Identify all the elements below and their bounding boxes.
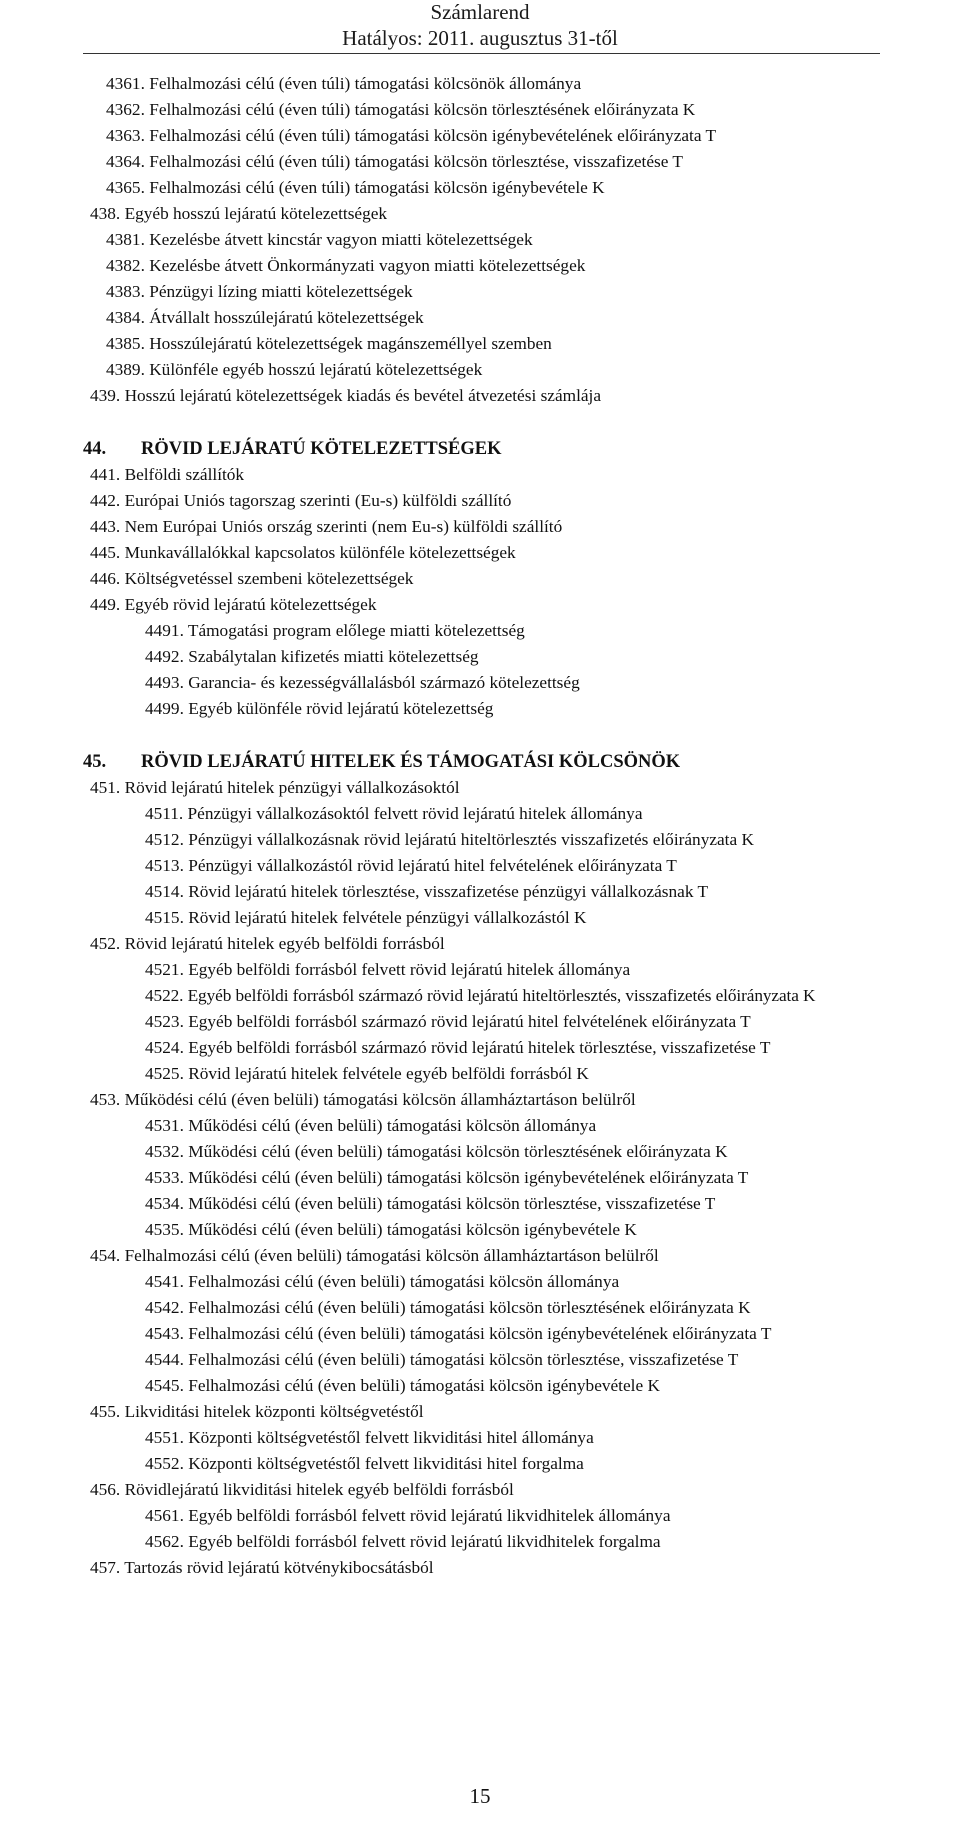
list-item: 4364. Felhalmozási célú (éven túli) támogatási kölcsön törlesztése, visszafizetése T — [106, 152, 683, 171]
list-item: 449. Egyéb rövid lejáratú kötelezettségek — [90, 595, 377, 614]
list-item: 4492. Szabálytalan kifizetés miatti kötelezettség — [145, 647, 479, 666]
list-item: 457. Tartozás rövid lejáratú kötvénykibocsátásból — [90, 1558, 434, 1577]
list-item: 4533. Működési célú (éven belüli) támogatási kölcsön igénybevételének előirányzata T — [145, 1168, 749, 1187]
list-item: 4562. Egyéb belföldi forrásból felvett rövid lejáratú likvidhitelek forgalma — [145, 1532, 661, 1551]
list-item: 4514. Rövid lejáratú hitelek törlesztése, visszafizetése pénzügyi vállalkozásnak T — [145, 882, 709, 901]
list-item: 4525. Rövid lejáratú hitelek felvétele egyéb belföldi forrásból K — [145, 1064, 589, 1083]
document-title: Számlarend — [430, 0, 530, 24]
list-item: 4383. Pénzügyi lízing miatti kötelezettségek — [106, 282, 413, 301]
section-number: 44. — [83, 439, 107, 459]
list-item: 456. Rövidlejáratú likviditási hitelek egyéb belföldi forrásból — [90, 1480, 514, 1499]
list-item: 4382. Kezelésbe átvett Önkormányzati vagyon miatti kötelezettségek — [106, 256, 586, 275]
list-item: 4543. Felhalmozási célú (éven belüli) támogatási kölcsön igénybevételének előirányzata T — [145, 1324, 772, 1343]
list-item: 4363. Felhalmozási célú (éven túli) támogatási kölcsön igénybevételének előirányzata T — [106, 126, 717, 145]
list-item: 445. Munkavállalókkal kapcsolatos különféle kötelezettségek — [90, 543, 516, 562]
list-item: 4522. Egyéb belföldi forrásból származó rövid lejáratú hiteltörlesztés, visszafizetés előirányzata K — [145, 986, 816, 1005]
list-item: 4513. Pénzügyi vállalkozástól rövid lejáratú hitel felvételének előirányzata T — [145, 856, 677, 875]
list-item: 4542. Felhalmozási célú (éven belüli) támogatási kölcsön törlesztésének előirányzata K — [145, 1298, 751, 1317]
effective-date: Hatályos: 2011. augusztus 31-től — [342, 26, 618, 50]
list-item: 446. Költségvetéssel szembeni kötelezettségek — [90, 569, 414, 588]
list-item: 4531. Működési célú (éven belüli) támogatási kölcsön állománya — [145, 1116, 597, 1135]
list-item: 438. Egyéb hosszú lejáratú kötelezettségek — [90, 204, 388, 223]
list-item: 4551. Központi költségvetéstől felvett likviditási hitel állománya — [145, 1428, 594, 1447]
page-number: 15 — [469, 1784, 491, 1808]
list-item: 454. Felhalmozási célú (éven belüli) támogatási kölcsön államháztartáson belülről — [90, 1246, 659, 1265]
list-item: 4381. Kezelésbe átvett kincstár vagyon miatti kötelezettségek — [106, 230, 533, 249]
list-item: 4534. Működési célú (éven belüli) támogatási kölcsön törlesztése, visszafizetése T — [145, 1194, 716, 1213]
list-item: 4362. Felhalmozási célú (éven túli) támogatási kölcsön törlesztésének előirányzata K — [106, 100, 696, 119]
list-item: 4511. Pénzügyi vállalkozásoktól felvett rövid lejáratú hitelek állománya — [145, 804, 643, 823]
list-item: 442. Európai Uniós tagorszag szerinti (Eu-s) külföldi szállító — [90, 491, 512, 510]
list-item: 4512. Pénzügyi vállalkozásnak rövid lejáratú hiteltörlesztés visszafizetés előirányzata K — [145, 830, 754, 849]
section-heading: RÖVID LEJÁRATÚ KÖTELEZETTSÉGEK — [141, 439, 502, 459]
list-item: 4544. Felhalmozási célú (éven belüli) támogatási kölcsön törlesztése, visszafizetése T — [145, 1350, 739, 1369]
list-item: 4384. Átvállalt hosszúlejáratú kötelezettségek — [106, 308, 424, 327]
list-item: 452. Rövid lejáratú hitelek egyéb belföldi forrásból — [90, 934, 445, 953]
section-number: 45. — [83, 752, 107, 772]
list-item: 441. Belföldi szállítók — [90, 465, 245, 484]
list-item: 4545. Felhalmozási célú (éven belüli) támogatási kölcsön igénybevétele K — [145, 1376, 660, 1395]
list-item: 4499. Egyéb különféle rövid lejáratú kötelezettség — [145, 699, 494, 718]
list-item: 4521. Egyéb belföldi forrásból felvett rövid lejáratú hitelek állománya — [145, 960, 631, 979]
list-item: 4524. Egyéb belföldi forrásból származó rövid lejáratú hitelek törlesztése, visszafizetése T — [145, 1038, 771, 1057]
section-title — [83, 751, 680, 773]
list-item: 4535. Működési célú (éven belüli) támogatási kölcsön igénybevétele K — [145, 1220, 637, 1239]
list-item: 4541. Felhalmozási célú (éven belüli) támogatási kölcsön állománya — [145, 1272, 620, 1291]
list-item: 4385. Hosszúlejáratú kötelezettségek magánszeméllyel szemben — [106, 334, 552, 353]
list-item: 455. Likviditási hitelek központi költségvetéstől — [90, 1402, 424, 1421]
section-title — [83, 438, 502, 460]
list-item: 453. Működési célú (éven belüli) támogatási kölcsön államháztartáson belülről — [90, 1090, 636, 1109]
section-heading: RÖVID LEJÁRATÚ HITELEK ÉS TÁMOGATÁSI KÖLCSÖNÖK — [141, 752, 681, 772]
list-item: 4491. Támogatási program előlege miatti kötelezettség — [145, 621, 525, 640]
list-item: 4493. Garancia- és kezességvállalásból származó kötelezettség — [145, 673, 580, 692]
list-item: 4561. Egyéb belföldi forrásból felvett rövid lejáratú likvidhitelek állománya — [145, 1506, 671, 1525]
list-item: 4361. Felhalmozási célú (éven túli) támogatási kölcsönök állománya — [106, 74, 582, 93]
list-item: 451. Rövid lejáratú hitelek pénzügyi vállalkozásoktól — [90, 778, 460, 797]
list-item: 4515. Rövid lejáratú hitelek felvétele pénzügyi vállalkozástól K — [145, 908, 587, 927]
list-item: 4389. Különféle egyéb hosszú lejáratú kötelezettségek — [106, 360, 483, 379]
list-item: 4532. Működési célú (éven belüli) támogatási kölcsön törlesztésének előirányzata K — [145, 1142, 728, 1161]
list-item: 4552. Központi költségvetéstől felvett likviditási hitel forgalma — [145, 1454, 584, 1473]
list-item: 4523. Egyéb belföldi forrásból származó rövid lejáratú hitel felvételének előirányzata T — [145, 1012, 751, 1031]
list-item: 439. Hosszú lejáratú kötelezettségek kiadás és bevétel átvezetési számlája — [90, 386, 602, 405]
list-item: 4365. Felhalmozási célú (éven túli) támogatási kölcsön igénybevétele K — [106, 178, 605, 197]
list-item: 443. Nem Európai Uniós ország szerinti (nem Eu-s) külföldi szállító — [90, 517, 563, 536]
